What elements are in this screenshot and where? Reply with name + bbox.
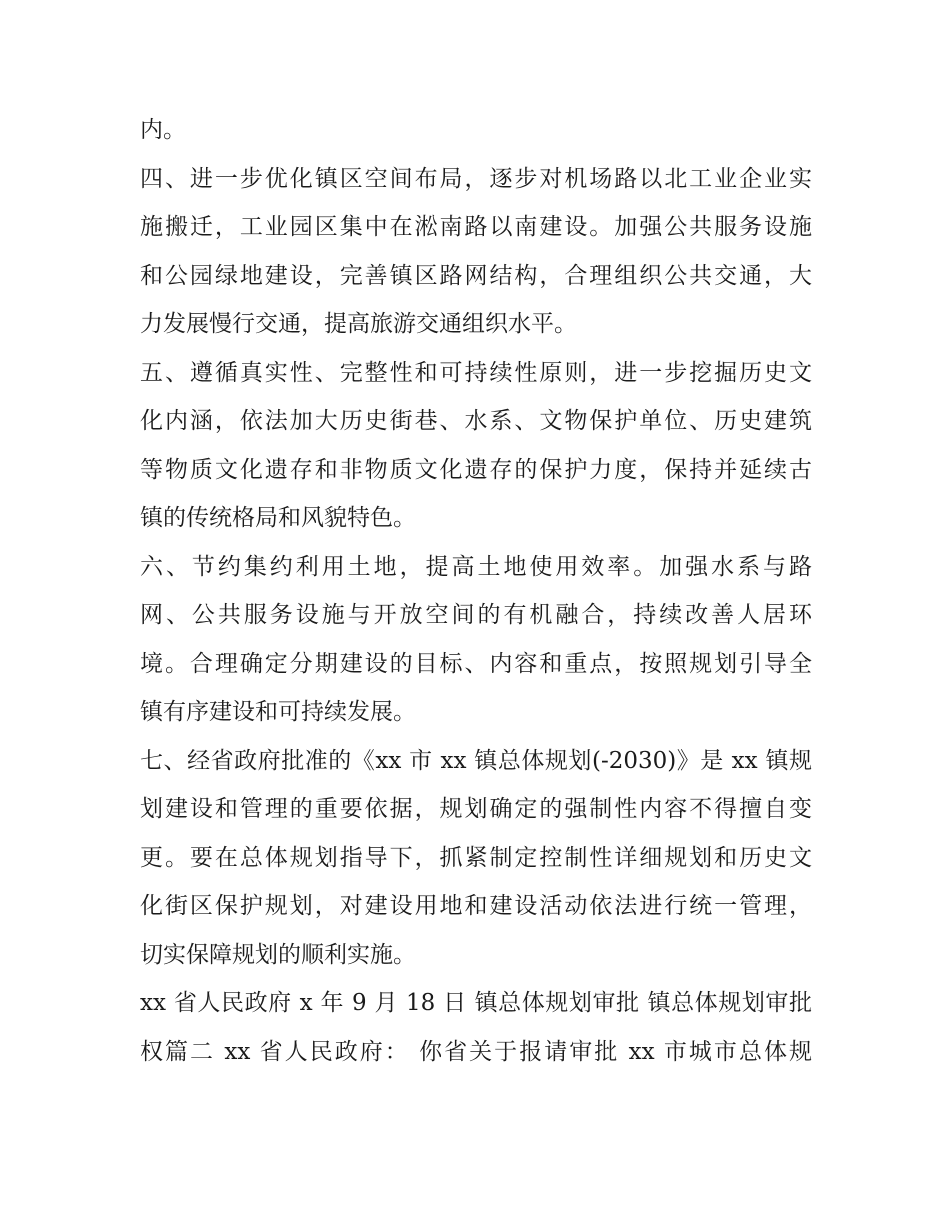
- text-line: 网、公共服务设施与开放空间的有机融合，持续改善人居环: [140, 602, 812, 628]
- text-line: 更。要在总体规划指导下，抓紧制定控制性详细规划和历史文: [140, 844, 812, 871]
- text-line: 力发展慢行交通，提高旅游交通组织水平。: [140, 311, 577, 337]
- text-line: 等物质文化遗存和非物质文化遗存的保护力度，保持并延续古: [140, 456, 812, 483]
- document-page: [140, 106, 812, 1076]
- text-line: 镇有序建设和可持续发展。: [140, 699, 416, 725]
- text-line: 切实保障规划的顺利实施。: [140, 941, 416, 968]
- text-line: 划建设和管理的重要依据，规划确定的强制性内容不得擅自变: [140, 796, 812, 822]
- text-line: 七、经省政府批准的《xx 市 xx 镇总体规划(-2030)》是 xx 镇规: [140, 747, 812, 774]
- text-line: 施搬迁，工业园区集中在淞南路以南建设。加强公共服务设施: [140, 214, 812, 240]
- text-line: 镇的传统格局和风貌特色。: [140, 505, 416, 531]
- text-line: 五、遵循真实性、完整性和可持续性原则，进一步挖掘历史文: [140, 359, 812, 386]
- text-line: 六、节约集约利用土地，提高土地使用效率。加强水系与路: [140, 553, 812, 580]
- text-line: 四、进一步优化镇区空间布局，逐步对机场路以北工业企业实: [140, 165, 812, 192]
- text-line: 化内涵，依法加大历史街巷、水系、文物保护单位、历史建筑: [140, 408, 812, 434]
- text-line: 化街区保护规划，对建设用地和建设活动依法进行统一管理，: [140, 893, 812, 919]
- text-line: 和公园绿地建设，完善镇区路网结构，合理组织公共交通，大: [140, 262, 812, 289]
- text-line: 内。: [140, 117, 186, 143]
- text-line: 境。合理确定分期建设的目标、内容和重点，按照规划引导全: [140, 650, 812, 677]
- text-line: 权篇二 xx 省人民政府： 你省关于报请审批 xx 市城市总体规: [140, 1038, 812, 1065]
- text-line: xx 省人民政府 x 年 9 月 18 日 镇总体规划审批 镇总体规划审批: [140, 990, 812, 1016]
